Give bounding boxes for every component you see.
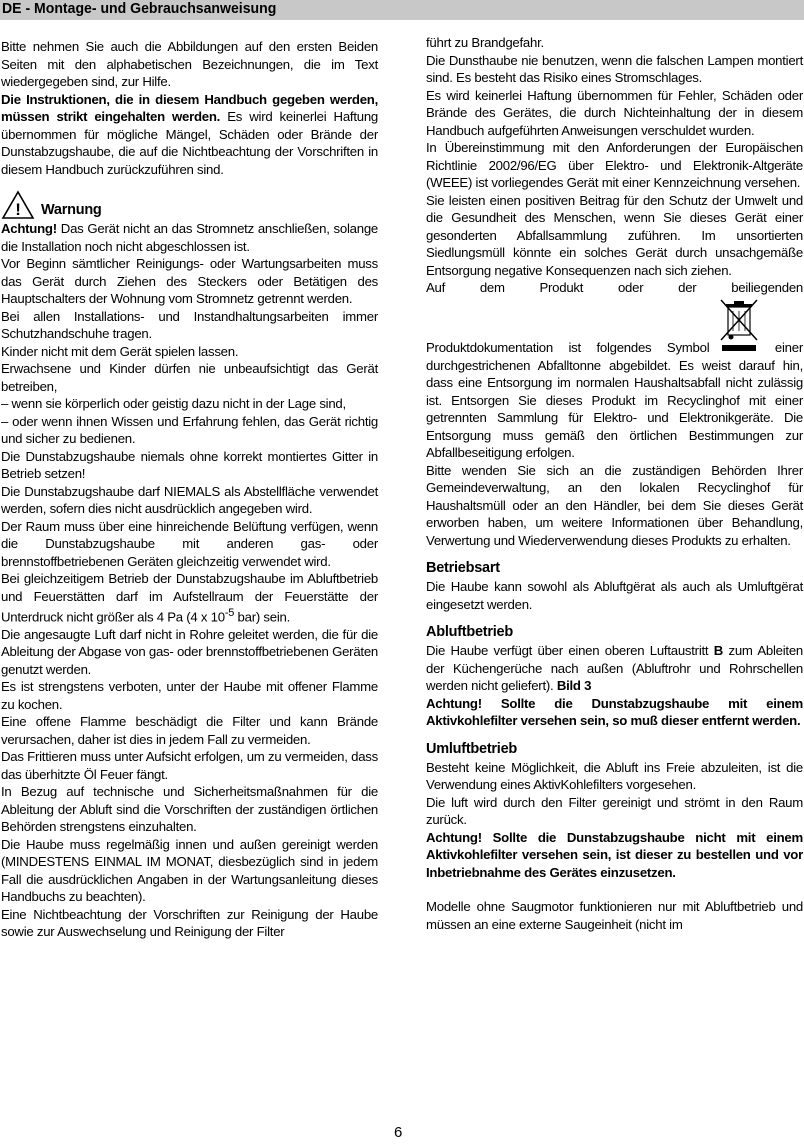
umluft-warning: Achtung! Sollte die Dunstabzugshaube nicht mit einem Aktivkohlefilter versehen sein, ist dieser zu bestellen und vor Inbetriebnahme des Gerätes einzusetzen. [426, 829, 803, 880]
right-column [426, 34, 803, 933]
warning-heading [1, 190, 378, 220]
figure-reference: Bild 3 [556, 678, 592, 693]
abluft-text: Die Haube verfügt über einen oberen Luftaustritt [426, 643, 714, 658]
pressure-text: Bei gleichzeitigem Betrieb der Dunstabzugshaube im Abluftbetrieb und Feuerstätten darf im Aufstellraum der Feuerstätte der Unterdruck nicht größer als 4 Pa (4 x 10 [1, 571, 378, 625]
text-paragraph: Sie leisten einen positiven Beitrag für den Schutz der Umwelt und die Gesundheit des Menschen, wenn Sie dieses Gerät einer gesonderten Abfallsammlung zuführen. Im unsortierten Siedlungsmüll könnte ein solches Gerät durch unsachgemäße Entsorgung negative Konsequenzen nach sich ziehen. [426, 192, 803, 278]
warning-bold: Achtung! [1, 221, 57, 236]
warning-title: Warnung [41, 202, 102, 218]
warning-triangle-icon [1, 190, 35, 220]
text-paragraph: Die Haube kann sowohl als Abluftgërat als auch als Umluftgërat eingesetzt werden. [426, 579, 803, 612]
text-paragraph: Die angesaugte Luft darf nicht in Rohre geleitet werden, die für die Ableitung der Abgase von gas- oder brennstoffbetriebenen Geräten genutzt werden. [1, 626, 378, 677]
instructions-text: Es wird keinerlei Haftung übernommen für mögliche Mängel, Schäden oder Brände der Dunstabzugshaube, die auf die Nichtbeachtung der Vorschriften in diesem Handbuch zurückzuführen sind. [1, 109, 378, 177]
text-paragraph: – wenn sie körperlich oder geistig dazu nicht in der Lage sind, [1, 396, 346, 411]
text-paragraph: Die Dunstabzugshaube darf NIEMALS als Abstellfläche verwendet werden, sofern dies nicht ausdrücklich angegeben wird. [1, 483, 378, 516]
crossed-out-wheelie-bin-icon [718, 297, 762, 357]
abluft-text-2: zum Ableiten der Küchengerüche nach außen (Abluftrohr und Rohrschellen werden nicht geliefert). [426, 643, 803, 693]
text-paragraph: Es wird keinerlei Haftung übernommen für Fehler, Schäden oder Brände des Gerätes, die durch Nichteinhaltung der in diesem Handbuch aufgeführten Anweisungen verschuldet wurden. [426, 87, 803, 138]
text-paragraph: Es ist strengstens verboten, unter der Haube mit offener Flamme zu kochen. [1, 679, 378, 712]
text-paragraph: – oder wenn ihnen Wissen und Erfahrung fehlen, das Gerät richtig und sicher zu bedienen. [1, 413, 378, 446]
text-paragraph: Bei allen Installations- und Instandhaltungsarbeiten immer Schutzhandschuhe tragen. [1, 308, 378, 341]
section-heading-betriebsart: Betriebsart [426, 560, 500, 576]
text-paragraph: Das Frittieren muss unter Aufsicht erfolgen, um zu vermeiden, dass das überhitzte Öl Feuer fängt. [1, 749, 378, 782]
abluft-warning: Achtung! Sollte die Dunstabzugshaube mit einem Aktivkohlefilter versehen sein, so muß dieser entfernt werden. [426, 695, 803, 728]
weee-text-c: einer durchgestrichenen Abfalltonne abgebildet. Es weist darauf hin, dass eine Entsorgung im normalen Haushaltsabfall nicht zulässig ist. Entsorgen Sie dieses Produkt im Recyclinghof mit einer getrennten Sammlung für Elektro- und Elektronikgeräte. Die Entsorgung muss gemäß den örtlichen Bestimmungen zur Abfallbeseitigung erfolgen. [426, 340, 803, 460]
text-paragraph: In Übereinstimmung mit den Anforderungen der Europäischen Richtlinie 2002/96/EG über Elektro- und Elektronik-Altgeräte (WEEE) ist vorliegendes Gerät mit einer Kennzeichnung versehen. [426, 140, 803, 190]
weee-symbol-line [426, 279, 803, 339]
warning-text: Das Gerät nicht an das Stromnetz anschließen, solange die Installation noch nicht abgeschlossen ist. [1, 221, 378, 254]
text-paragraph: Modelle ohne Saugmotor funktionieren nur mit Abluftbetrieb und müssen an eine externe Saugeinheit (nicht im [426, 899, 803, 932]
instructions-paragraph [1, 91, 378, 179]
svg-text:!: ! [15, 200, 21, 219]
pressure-paragraph [1, 570, 378, 626]
text-paragraph: Die Dunstabzugshaube niemals ohne korrekt montiertes Gitter in Betrieb setzen! [1, 448, 378, 481]
text-paragraph: Bitte wenden Sie sich an die zuständigen Behörden Ihrer Gemeindeverwaltung, an den lokalen Recyclinghof für Haushaltsmüll oder an den Händler, bei dem Sie dieses Gerät erworben haben, um weitere Informationen über Behandlung, Verwertung und Wiederverwendung dieses Produkts zu erhalten. [426, 462, 803, 548]
weee-text-a: Auf dem Produkt oder der beiliegenden [426, 280, 803, 295]
weee-text-b: Produktdokumentation ist folgendes Symbol [426, 340, 710, 355]
instructions-bold: Die Instruktionen, die in diesem Handbuch gegeben werden, müssen strikt eingehalten werden. [1, 91, 378, 124]
page-number: 6 [394, 1124, 403, 1141]
text-paragraph: Eine Nichtbeachtung der Vorschriften zur Reinigung der Haube sowie zur Auswechselung und Reinigung der Filter [1, 906, 378, 940]
text-paragraph: Der Raum muss über eine hinreichende Belüftung verfügen, wenn die Dunstabzugshaube mit anderen gas- oder brennstoffbetriebenen Geräten gleichzeitig verwendet wird. [1, 518, 378, 569]
weee-paragraph [426, 339, 803, 462]
text-paragraph: Besteht keine Möglichkeit, die Abluft ins Freie abzuleiten, ist die Verwendung eines AktivKohlefilters vorgesehen. [426, 759, 803, 792]
page-header [0, 0, 804, 20]
left-column [1, 38, 378, 941]
section-heading-abluftbetrieb: Abluftbetrieb [426, 624, 513, 640]
section-heading-umluftbetrieb: Umluftbetrieb [426, 740, 517, 757]
text-paragraph: Vor Beginn sämtlicher Reinigungs- oder Wartungsarbeiten muss das Gerät durch Ziehen des Steckers oder Betätigen des Hauptschalters der Wohnung vom Stromnetz getrennt werden. [1, 256, 378, 306]
text-paragraph: Kinder nicht mit dem Gerät spielen lassen. [1, 343, 239, 359]
text-paragraph: Eine offene Flamme beschädigt die Filter und kann Brände verursachen, daher ist dies in jedem Fall zu vermeiden. [1, 714, 378, 747]
abluft-paragraph [426, 642, 803, 695]
text-paragraph: Die luft wird durch den Filter gereinigt und strömt in den Raum zurück. [426, 794, 803, 827]
text-paragraph: Die Dunsthaube nie benutzen, wenn die falschen Lampen montiert sind. Es besteht das Risiko eines Stromschlages. [426, 52, 803, 85]
text-paragraph: Erwachsene und Kinder dürfen nie unbeaufsichtigt das Gerät betreiben, [1, 361, 378, 394]
exponent: -5 [224, 607, 235, 619]
spacer [426, 881, 803, 898]
pressure-text-end: bar) sein. [234, 609, 290, 625]
text-paragraph: In Bezug auf technische und Sicherheitsmaßnahmen für die Ableitung der Abluft sind die Vorschriften der zuständigen örtlichen Behörden strengstens einzuhalten. [1, 784, 378, 835]
intro-paragraph: Bitte nehmen Sie auch die Abbildungen auf den ersten Beiden Seiten mit den alphabetischen Bezeichnungen, die im Text wiedergegeben sind, zur Hilfe. [1, 39, 378, 89]
outlet-label: B [713, 643, 724, 658]
document-title: DE - Montage- und Gebrauchsanweisung [2, 1, 277, 17]
warning-paragraph [1, 220, 378, 255]
text-paragraph: Die Haube muss regelmäßig innen und außen gereinigt werden (MINDESTENS EINMAL IM MONAT, diesbezüglich sind in jedem Fall die ausdrücklichen Angaben in der Wartungsanleitung dieses Handbuchs zu beachten). [1, 836, 378, 905]
text-paragraph: führt zu Brandgefahr. [426, 35, 544, 50]
